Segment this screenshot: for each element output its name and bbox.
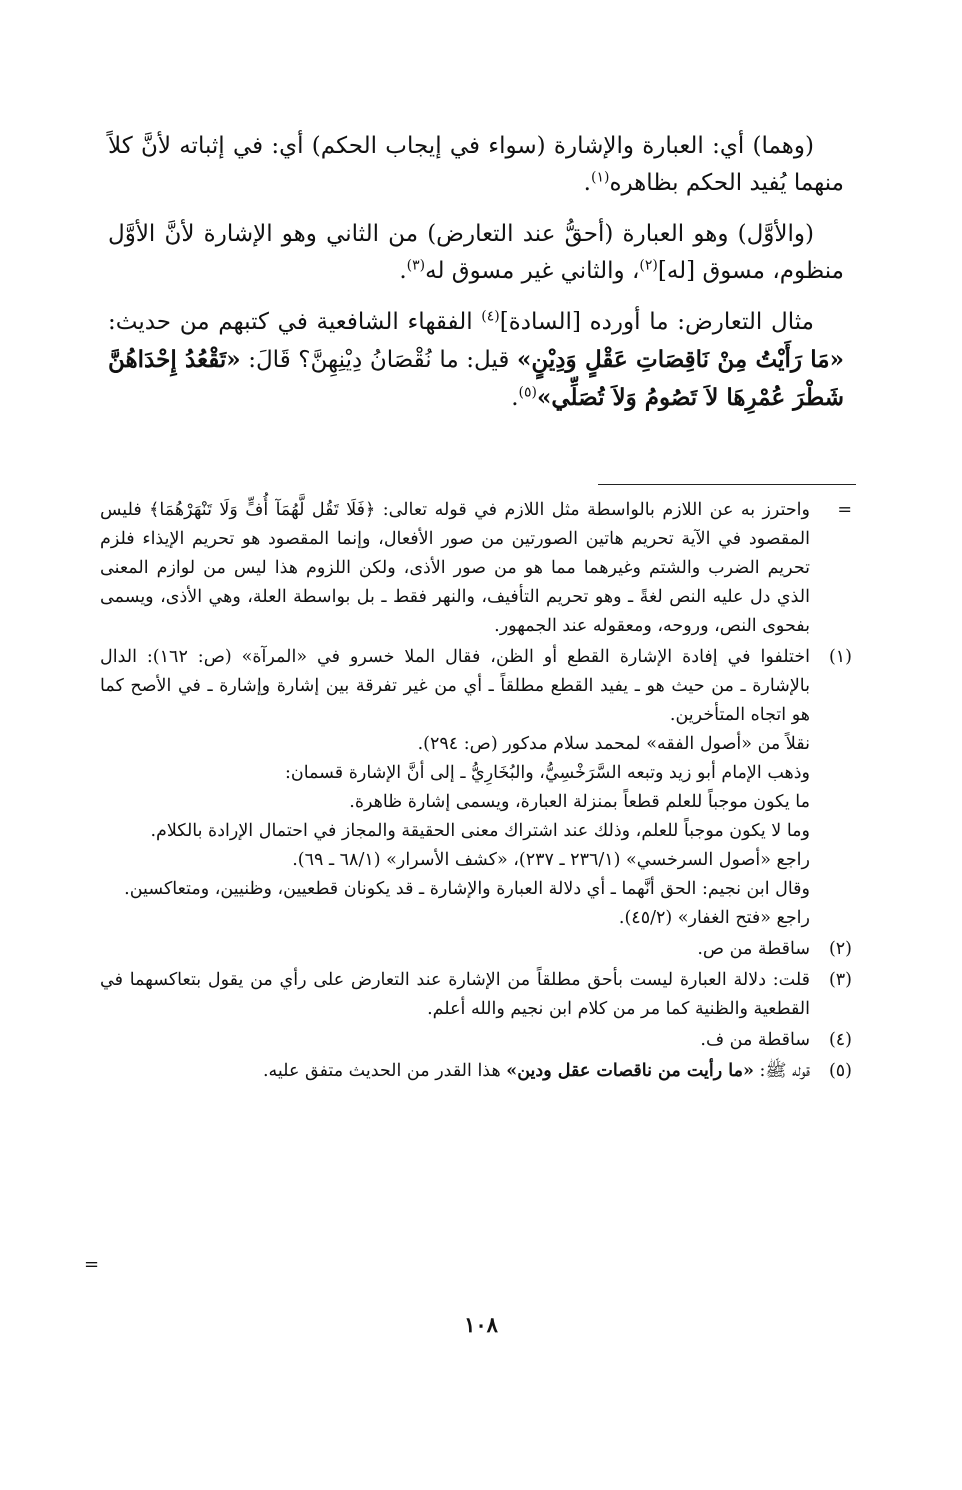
- footnote-2: [100, 935, 852, 964]
- paragraph-2-text: (والأوَّل) وهو العبارة (أحقُّ عند التعارض) من الثاني وهو الإشارة لأنَّ الأوَّل منظوم، مسوق [له]: [108, 221, 844, 284]
- paragraph-3-end: .: [511, 385, 519, 411]
- paragraph-1: [108, 128, 844, 202]
- paragraph-3-mid2: قيل: ما نُقْصَانُ دِيْنِهِنَّ؟ قَالَ:: [240, 347, 517, 373]
- paragraph-3-mid: الفقهاء الشافعية في كتبهم من حديث:: [108, 309, 482, 335]
- footnote-1: [100, 643, 852, 933]
- paragraph-2: [108, 216, 844, 290]
- footnote-ref-1: (١): [590, 169, 610, 186]
- footnote-3-text: قلت: دلالة العبارة ليست بأحق مطلقاً من الإشارة عند التعارض على رأي من يقول بتعاكسهما في القطعية والظنية كما مر من كلام ابن نجيم والله أعلم.: [100, 970, 810, 1019]
- paragraph-2-mid: ، والثاني غير مسوق له: [425, 258, 640, 284]
- footnote-1-line: وقال ابن نجيم: الحق أنَّهما ـ أي دلالة العبارة والإشارة ـ قد يكونان قطعيين، وظنيين، ومتعاكسين.: [124, 879, 810, 899]
- footnote-number: (١): [828, 647, 852, 667]
- main-text: [108, 128, 844, 431]
- footnote-1-line: اختلفوا في إفادة الإشارة القطع أو الظن، فقال الملا خسرو في «المرآة» (ص: ١٦٢): الدال بالإشارة ـ من حيث هو ـ يفيد القطع مطلقاً ـ أي من غير تفرقة بين إشارة وإشارة ـ في الأصح كما هو اتجاه المتأخرين.: [100, 647, 810, 725]
- footnote-1-line: ما يكون موجباً للعلم قطعاً بمنزلة العبارة، ويسمى إشارة ظاهرة.: [349, 792, 810, 812]
- footnote-4-text: ساقطة من ف.: [700, 1030, 810, 1050]
- paragraph-1-end: .: [583, 170, 591, 196]
- continued-marker: =: [84, 1254, 100, 1275]
- paragraph-2-end: .: [399, 258, 407, 284]
- footnote-ref-5: (٥): [518, 384, 537, 401]
- hadith-quote-1: «مَا رَأَيْتُ مِنْ نَاقِصَاتِ عَقْلٍ وَدِيْنٍ»: [517, 346, 845, 373]
- footnote-number: (٥): [828, 1061, 852, 1081]
- paragraph-3-text: مثال التعارض: ما أورده [السادة]: [499, 309, 814, 335]
- hadith-quote-2: «تَقْعُدُ إِحْدَاهُنَّ شَطْرَ عُمْرِهَا لاَ تَصُومُ وَلاَ تُصَلِّي»: [108, 346, 844, 411]
- footnote-1-line: وذهب الإمام أبو زيد وتبعه السَّرَخْسِيُّ، والبُخَارِيُّ ـ إلى أنَّ الإشارة قسمان:: [284, 763, 810, 783]
- footnote-5: [100, 1057, 852, 1086]
- footnote-1-line: راجع «أصول السرخسي» (٢٣٦/١ ـ ٢٣٧)، «كشف الأسرار» (٦٨/١ ـ ٦٩).: [292, 850, 810, 870]
- footnote-5-rest: هذا القدر من الحديث متفق عليه.: [262, 1061, 507, 1081]
- footnote-3: [100, 966, 852, 1024]
- footnotes: [100, 496, 852, 1088]
- continuation-marker: =: [837, 500, 852, 520]
- paragraph-3: [108, 304, 844, 417]
- footnote-5-quote: «ما رأيت من ناقصات عقل ودين»: [506, 1061, 754, 1081]
- continuation-text: واحترز به عن اللازم بالواسطة مثل اللازم في قوله تعالى: ﴿فَلَا تَقُل لَّهُمَآ أُفٍّ وَلَا تَنْهَرْهُمَا﴾ فليس المقصود في الآية تحريم هاتين الصورتين من صور الأفعال، وإنما المقصود هو تحريم الإيذاء فلزم تحريم الضرب والشتم وغيرهما مما هو من صور الأذى، ولكن اللزوم هذا ليس من لوازم المعنى الذي دل عليه النص لغةً ـ وهو تحريم التأفيف، والنهر فقط ـ بل بواسطة العلة، وهي الأذى، ويسمى بفحوى النص، وروحه، ومعقوله عند الجمهور.: [100, 500, 810, 636]
- footnote-number: (٤): [828, 1030, 852, 1050]
- footnote-5-text: [100, 1057, 810, 1086]
- footnote-1-line: وما لا يكون موجباً للعلم، وذلك عند اشتراك معنى الحقيقة والمجاز في احتمال الإرادة بالكلام.: [150, 821, 810, 841]
- footnote-separator: [598, 484, 856, 485]
- footnote-1-line: راجع «فتح الغفار» (٤٥/٢).: [618, 908, 810, 928]
- footnote-continuation: [100, 496, 852, 641]
- page-number: ١٠٨: [464, 1312, 498, 1337]
- footnote-number: (٣): [828, 970, 852, 990]
- footnote-ref-3: (٣): [406, 257, 426, 274]
- footnote-4: [100, 1026, 852, 1055]
- paragraph-1-text: (وهما) أي: العبارة والإشارة (سواء في إيجاب الحكم) أي: في إثباته لأنَّ كلاً منهما يُفيد الحكم بظاهره: [108, 133, 844, 196]
- footnote-ref-4: (٤): [481, 308, 500, 325]
- footnote-2-text: ساقطة من ص.: [697, 939, 810, 959]
- footnote-number: (٢): [828, 939, 852, 959]
- footnote-ref-2: (٢): [639, 257, 658, 274]
- footnote-1-line: نقلاً من «أصول الفقه» لمحمد سلام مدكور (ص: ٢٩٤).: [417, 734, 810, 754]
- footnote-5-lead: قوله ﷺ:: [753, 1061, 810, 1081]
